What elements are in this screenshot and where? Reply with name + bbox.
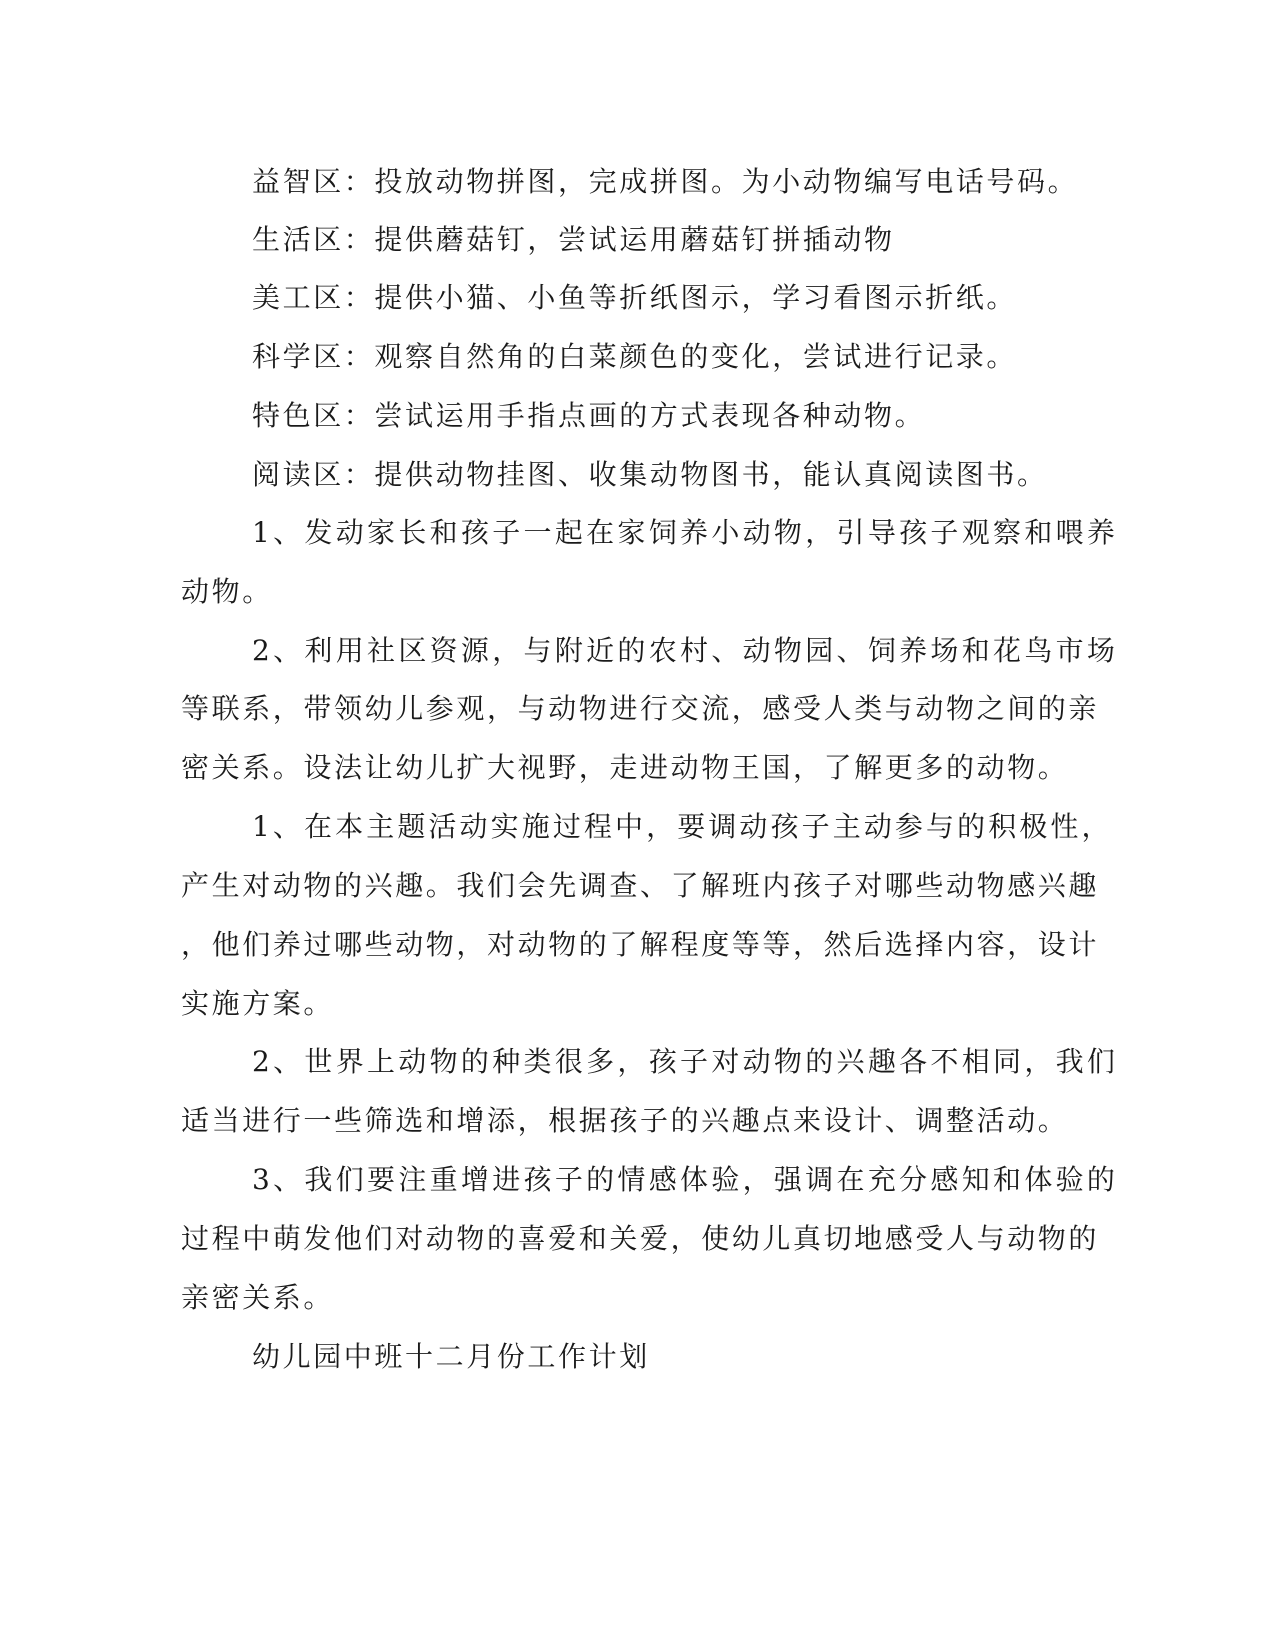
text-line: 等联系，带领幼儿参观，与动物进行交流，感受人类与动物之间的亲: [181, 692, 1100, 725]
text-line: 动物。: [181, 575, 273, 608]
text-line: 1、在本主题活动实施过程中，要调动孩子主动参与的积极性，: [252, 810, 1113, 843]
text-line: 2、世界上动物的种类很多，孩子对动物的兴趣各不相同，我们: [252, 1045, 1119, 1078]
text-line: 密关系。设法让幼儿扩大视野，走进动物王国，了解更多的动物。: [181, 751, 1069, 784]
text-line: 适当进行一些筛选和增添，根据孩子的兴趣点来设计、调整活动。: [181, 1104, 1069, 1137]
text-line: 1、发动家长和孩子一起在家饲养小动物，引导孩子观察和喂养: [252, 516, 1119, 549]
area-item-life: 生活区：提供蘑菇钉，尝试运用蘑菇钉拼插动物: [252, 223, 895, 256]
area-item-feature: 特色区：尝试运用手指点画的方式表现各种动物。: [252, 399, 926, 432]
area-item-art: 美工区：提供小猫、小鱼等折纸图示，学习看图示折纸。: [252, 281, 1018, 314]
area-item-puzzle: 益智区：投放动物拼图，完成拼图。为小动物编写电话号码。: [252, 165, 1079, 198]
text-line: 2、利用社区资源，与附近的农村、动物园、饲养场和花鸟市场: [252, 634, 1119, 667]
area-item-reading: 阅读区：提供动物挂图、收集动物图书，能认真阅读图书。: [252, 458, 1048, 491]
text-line: 过程中萌发他们对动物的喜爱和关爱，使幼儿真切地感受人与动物的: [181, 1222, 1100, 1255]
text-line: ，他们养过哪些动物，对动物的了解程度等等，然后选择内容，设计: [181, 928, 1100, 961]
area-item-science: 科学区：观察自然角的白菜颜色的变化，尝试进行记录。: [252, 340, 1018, 373]
text-line: 实施方案。: [181, 987, 335, 1020]
text-line: 3、我们要注重增进孩子的情感体验，强调在充分感知和体验的: [252, 1163, 1119, 1196]
text-line: 亲密关系。: [181, 1281, 335, 1314]
text-line: 产生对动物的兴趣。我们会先调查、了解班内孩子对哪些动物感兴趣: [181, 869, 1100, 902]
next-section-title: 幼儿园中班十二月份工作计划: [252, 1340, 650, 1373]
